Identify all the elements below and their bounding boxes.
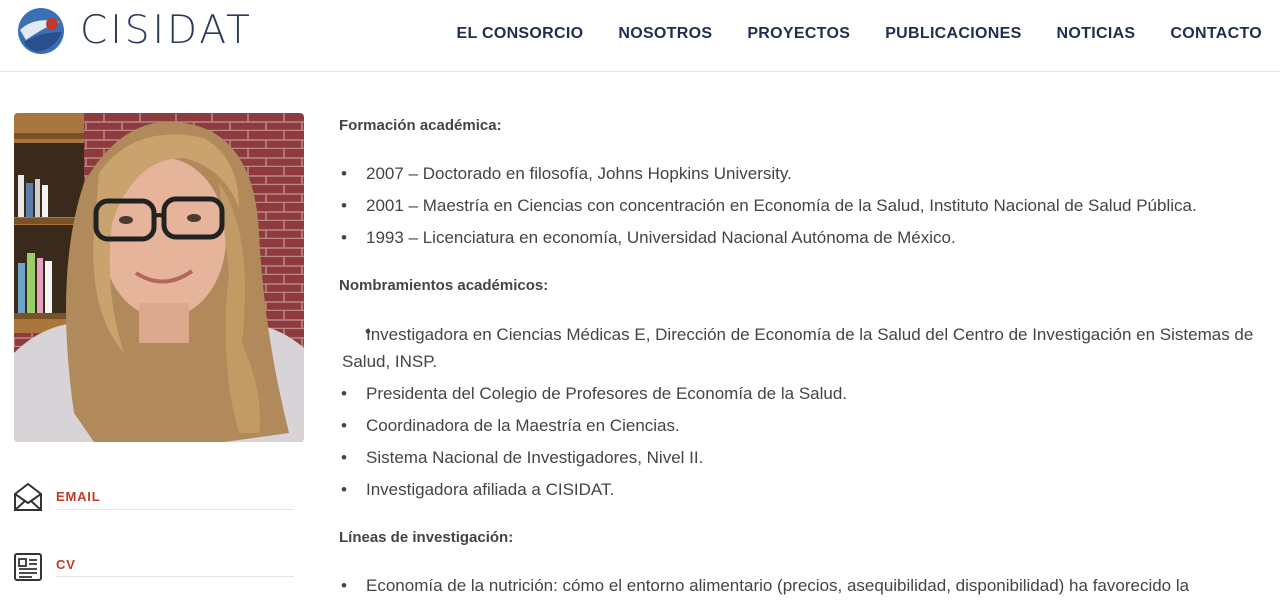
document-icon	[12, 551, 44, 583]
nav-proyectos[interactable]: PROYECTOS	[747, 25, 851, 42]
email-divider	[56, 509, 294, 510]
cv-divider	[56, 576, 294, 577]
profile-content	[339, 112, 1269, 606]
cv-link[interactable]: CV	[56, 557, 76, 572]
nombramientos-list	[339, 318, 1269, 506]
formacion-title: Formación académica:	[339, 117, 502, 134]
list-item: • Sistema Nacional de Investigadores, Nivel II.	[339, 442, 1269, 474]
nav-contacto[interactable]: CONTACTO	[1170, 25, 1262, 42]
profile-photo	[14, 113, 304, 442]
list-item: • 2007 – Doctorado en filosofía, Johns Hopkins University.	[339, 158, 1269, 190]
list-item: • Investigadora afiliada a CISIDAT.	[339, 474, 1269, 506]
logo-text: CISIDAT	[80, 8, 253, 53]
list-item: • Investigadora en Ciencias Médicas E, Dirección de Economía de la Salud del Centro de Investigación en Sistemas de Salud, INSP.	[339, 318, 1269, 378]
nav-publicaciones[interactable]: PUBLICACIONES	[885, 25, 1022, 42]
list-item: • 2001 – Maestría en Ciencias con concentración en Economía de la Salud, Instituto Nacional de Salud Pública.	[339, 190, 1269, 222]
email-row[interactable]	[12, 481, 44, 513]
list-item: • Presidenta del Colegio de Profesores de Economía de la Salud.	[339, 378, 1269, 410]
nombramientos-title: Nombramientos académicos:	[339, 277, 549, 294]
site-logo[interactable]	[16, 6, 253, 56]
lineas-list	[339, 570, 1269, 602]
nav-noticias[interactable]: NOTICIAS	[1056, 25, 1136, 42]
main-nav	[456, 24, 1262, 44]
cisidat-logo-icon	[16, 6, 66, 56]
envelope-icon	[12, 481, 44, 513]
list-item: • Coordinadora de la Maestría en Ciencias.	[339, 410, 1269, 442]
lineas-title: Líneas de investigación:	[339, 529, 514, 546]
list-item: • Economía de la nutrición: cómo el entorno alimentario (precios, asequibilidad, disponibilidad) ha favorecido la	[339, 570, 1269, 602]
formacion-list	[339, 158, 1269, 254]
nav-nosotros[interactable]: NOSOTROS	[618, 25, 713, 42]
cv-row[interactable]	[12, 551, 44, 583]
email-link[interactable]: EMAIL	[56, 489, 101, 504]
profile-portrait-image	[14, 113, 304, 442]
list-item: • 1993 – Licenciatura en economía, Universidad Nacional Autónoma de México.	[339, 222, 1269, 254]
nav-el-consorcio[interactable]: EL CONSORCIO	[456, 25, 584, 42]
site-header	[0, 0, 1280, 72]
